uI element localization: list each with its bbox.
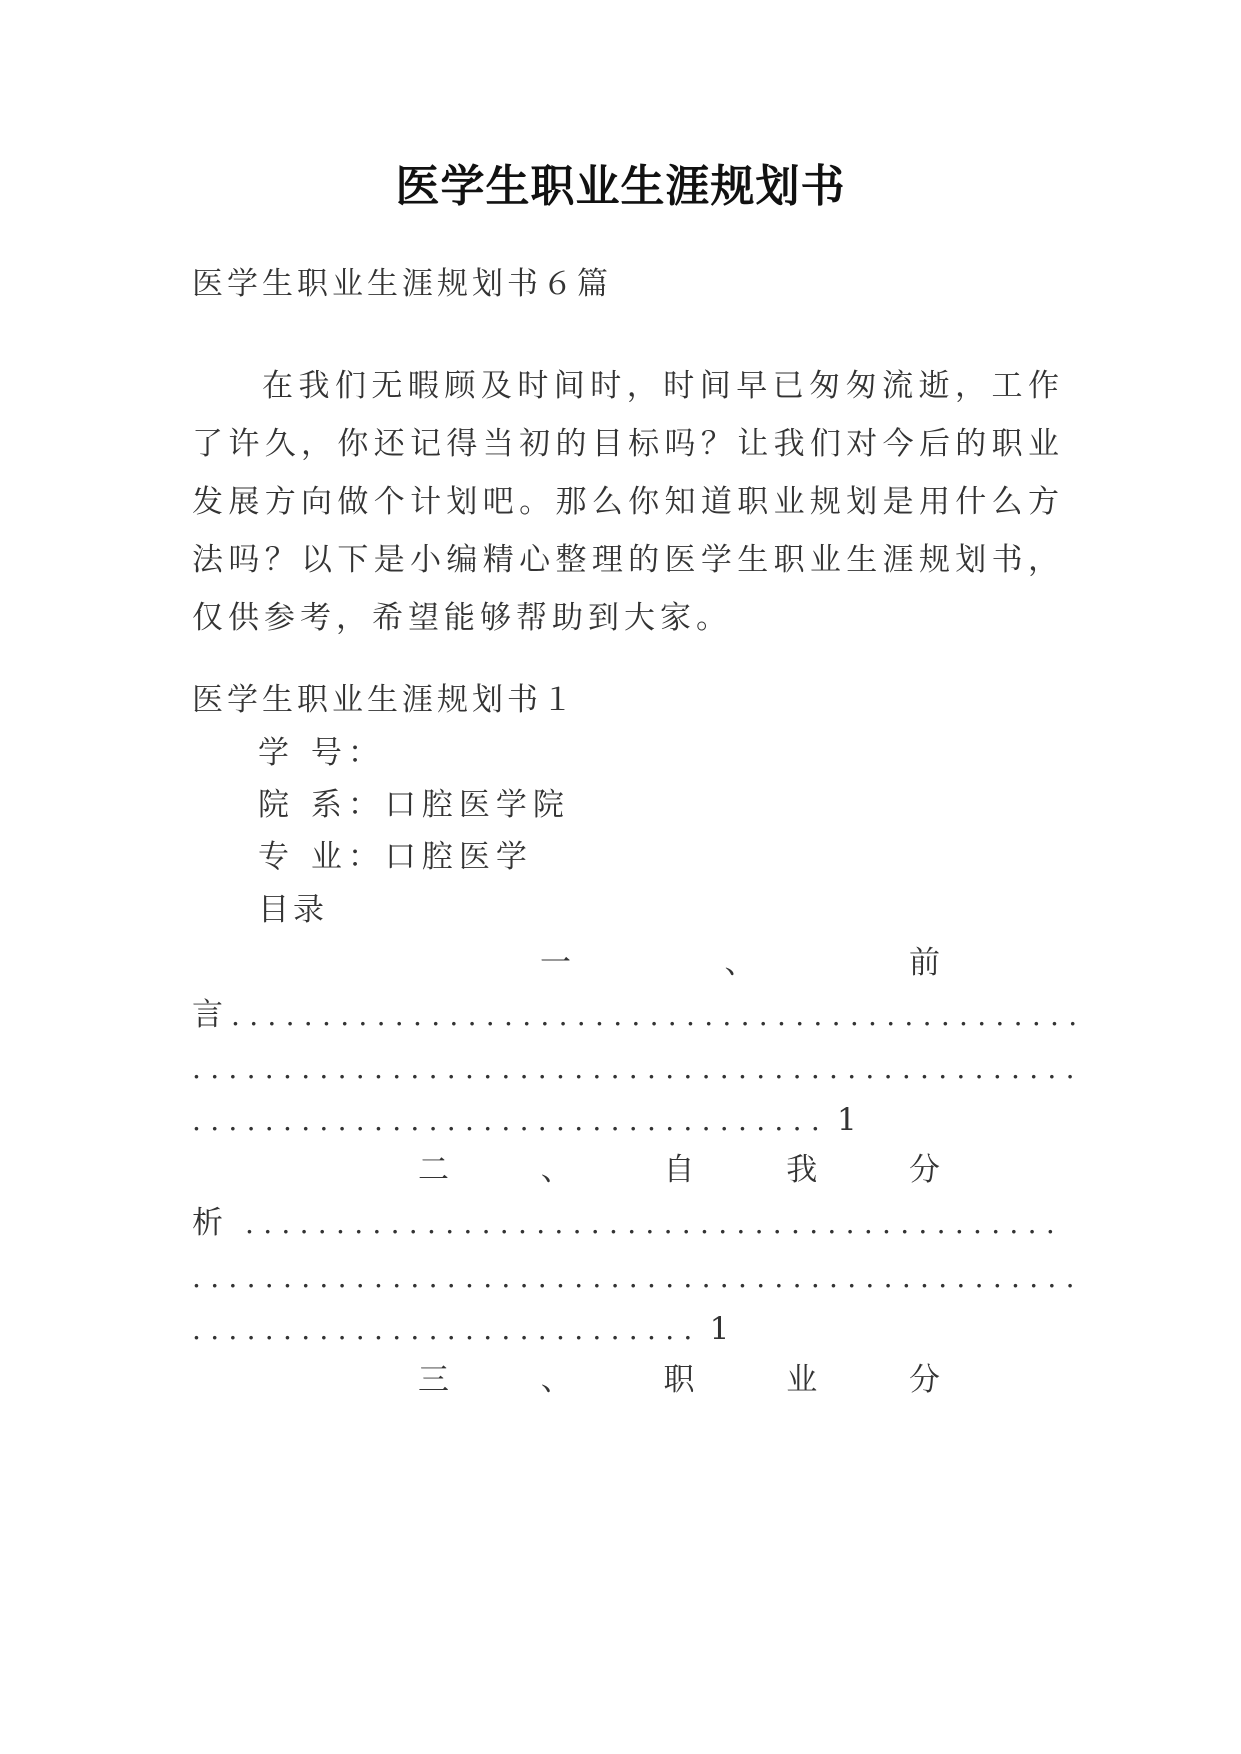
toc-label: 目录 (258, 892, 328, 928)
toc-entry-2-leader-line-2 (192, 1257, 1084, 1298)
document-title: 医学生职业生涯规划书 (395, 161, 846, 212)
toc-entry-1-last-char: 言 (192, 997, 223, 1033)
toc-entry-1-leader-line-3 (192, 1100, 857, 1141)
field-department: 院 系：口腔医学院 (258, 787, 570, 823)
toc-dot-leader: ............................................... (231, 999, 1087, 1032)
toc-entry-1-char: 、 (724, 945, 756, 981)
document-subtitle: 医学生职业生涯规划书６篇 (192, 266, 612, 302)
toc-dot-leader: ................................................. (192, 1261, 1084, 1294)
field-major: 专 业：口腔医学 (258, 839, 533, 875)
toc-entry-1-char: 前 (909, 945, 940, 981)
toc-entry-2-char: 分 (909, 1152, 940, 1188)
intro-paragraph-text: 在我们无暇顾及时间时，时间早已匆匆流逝，工作了许久，你还记得当初的目标吗？让我们对今后的职业发展方向做个计划吧。那么你知道职业规划是用什么方法吗？以下是小编精心整理的医学生职业生涯规划书，仅供参考，希望能够帮助到大家。 (192, 368, 1064, 636)
toc-entry-3-char: 职 (663, 1362, 695, 1398)
toc-dot-leader: ............................................. (245, 1207, 1065, 1240)
toc-entry-2-char: 我 (786, 1152, 818, 1188)
toc-entry-1-heading[interactable] (540, 943, 940, 983)
toc-entry-2-heading[interactable] (418, 1150, 940, 1190)
field-student-id: 学 号： (258, 735, 385, 771)
toc-entry-2-char: 二 (418, 1152, 449, 1188)
toc-dot-leader: ................................... (192, 1104, 830, 1137)
toc-entry-3-char: 、 (540, 1362, 572, 1398)
toc-entry-2-leader-line-3 (192, 1309, 729, 1350)
toc-entry-2-char: 自 (663, 1152, 695, 1188)
intro-paragraph (192, 357, 1064, 647)
toc-dot-leader: ............................ (192, 1313, 702, 1346)
toc-entry-2-page-number: 1 (709, 1311, 730, 1347)
toc-entry-3-char: 三 (418, 1362, 449, 1398)
toc-entry-1-page-number: 1 (837, 1102, 857, 1138)
section-heading: 医学生职业生涯规划书１ (192, 682, 577, 718)
toc-entry-2-last-char: 析 (192, 1205, 223, 1241)
toc-dot-leader: ................................................. (192, 1052, 1084, 1085)
toc-entry-1-leader-line-2 (192, 1048, 1084, 1089)
toc-entry-2-char: 、 (540, 1152, 572, 1188)
toc-entry-2-leader-line-1[interactable] (192, 1203, 1064, 1244)
toc-entry-3-heading[interactable] (418, 1360, 940, 1400)
toc-entry-3-char: 业 (786, 1362, 818, 1398)
toc-entry-1-leader-line-1[interactable] (192, 995, 1086, 1036)
toc-entry-3-char: 分 (909, 1362, 940, 1398)
toc-entry-1-char: 一 (540, 945, 571, 981)
